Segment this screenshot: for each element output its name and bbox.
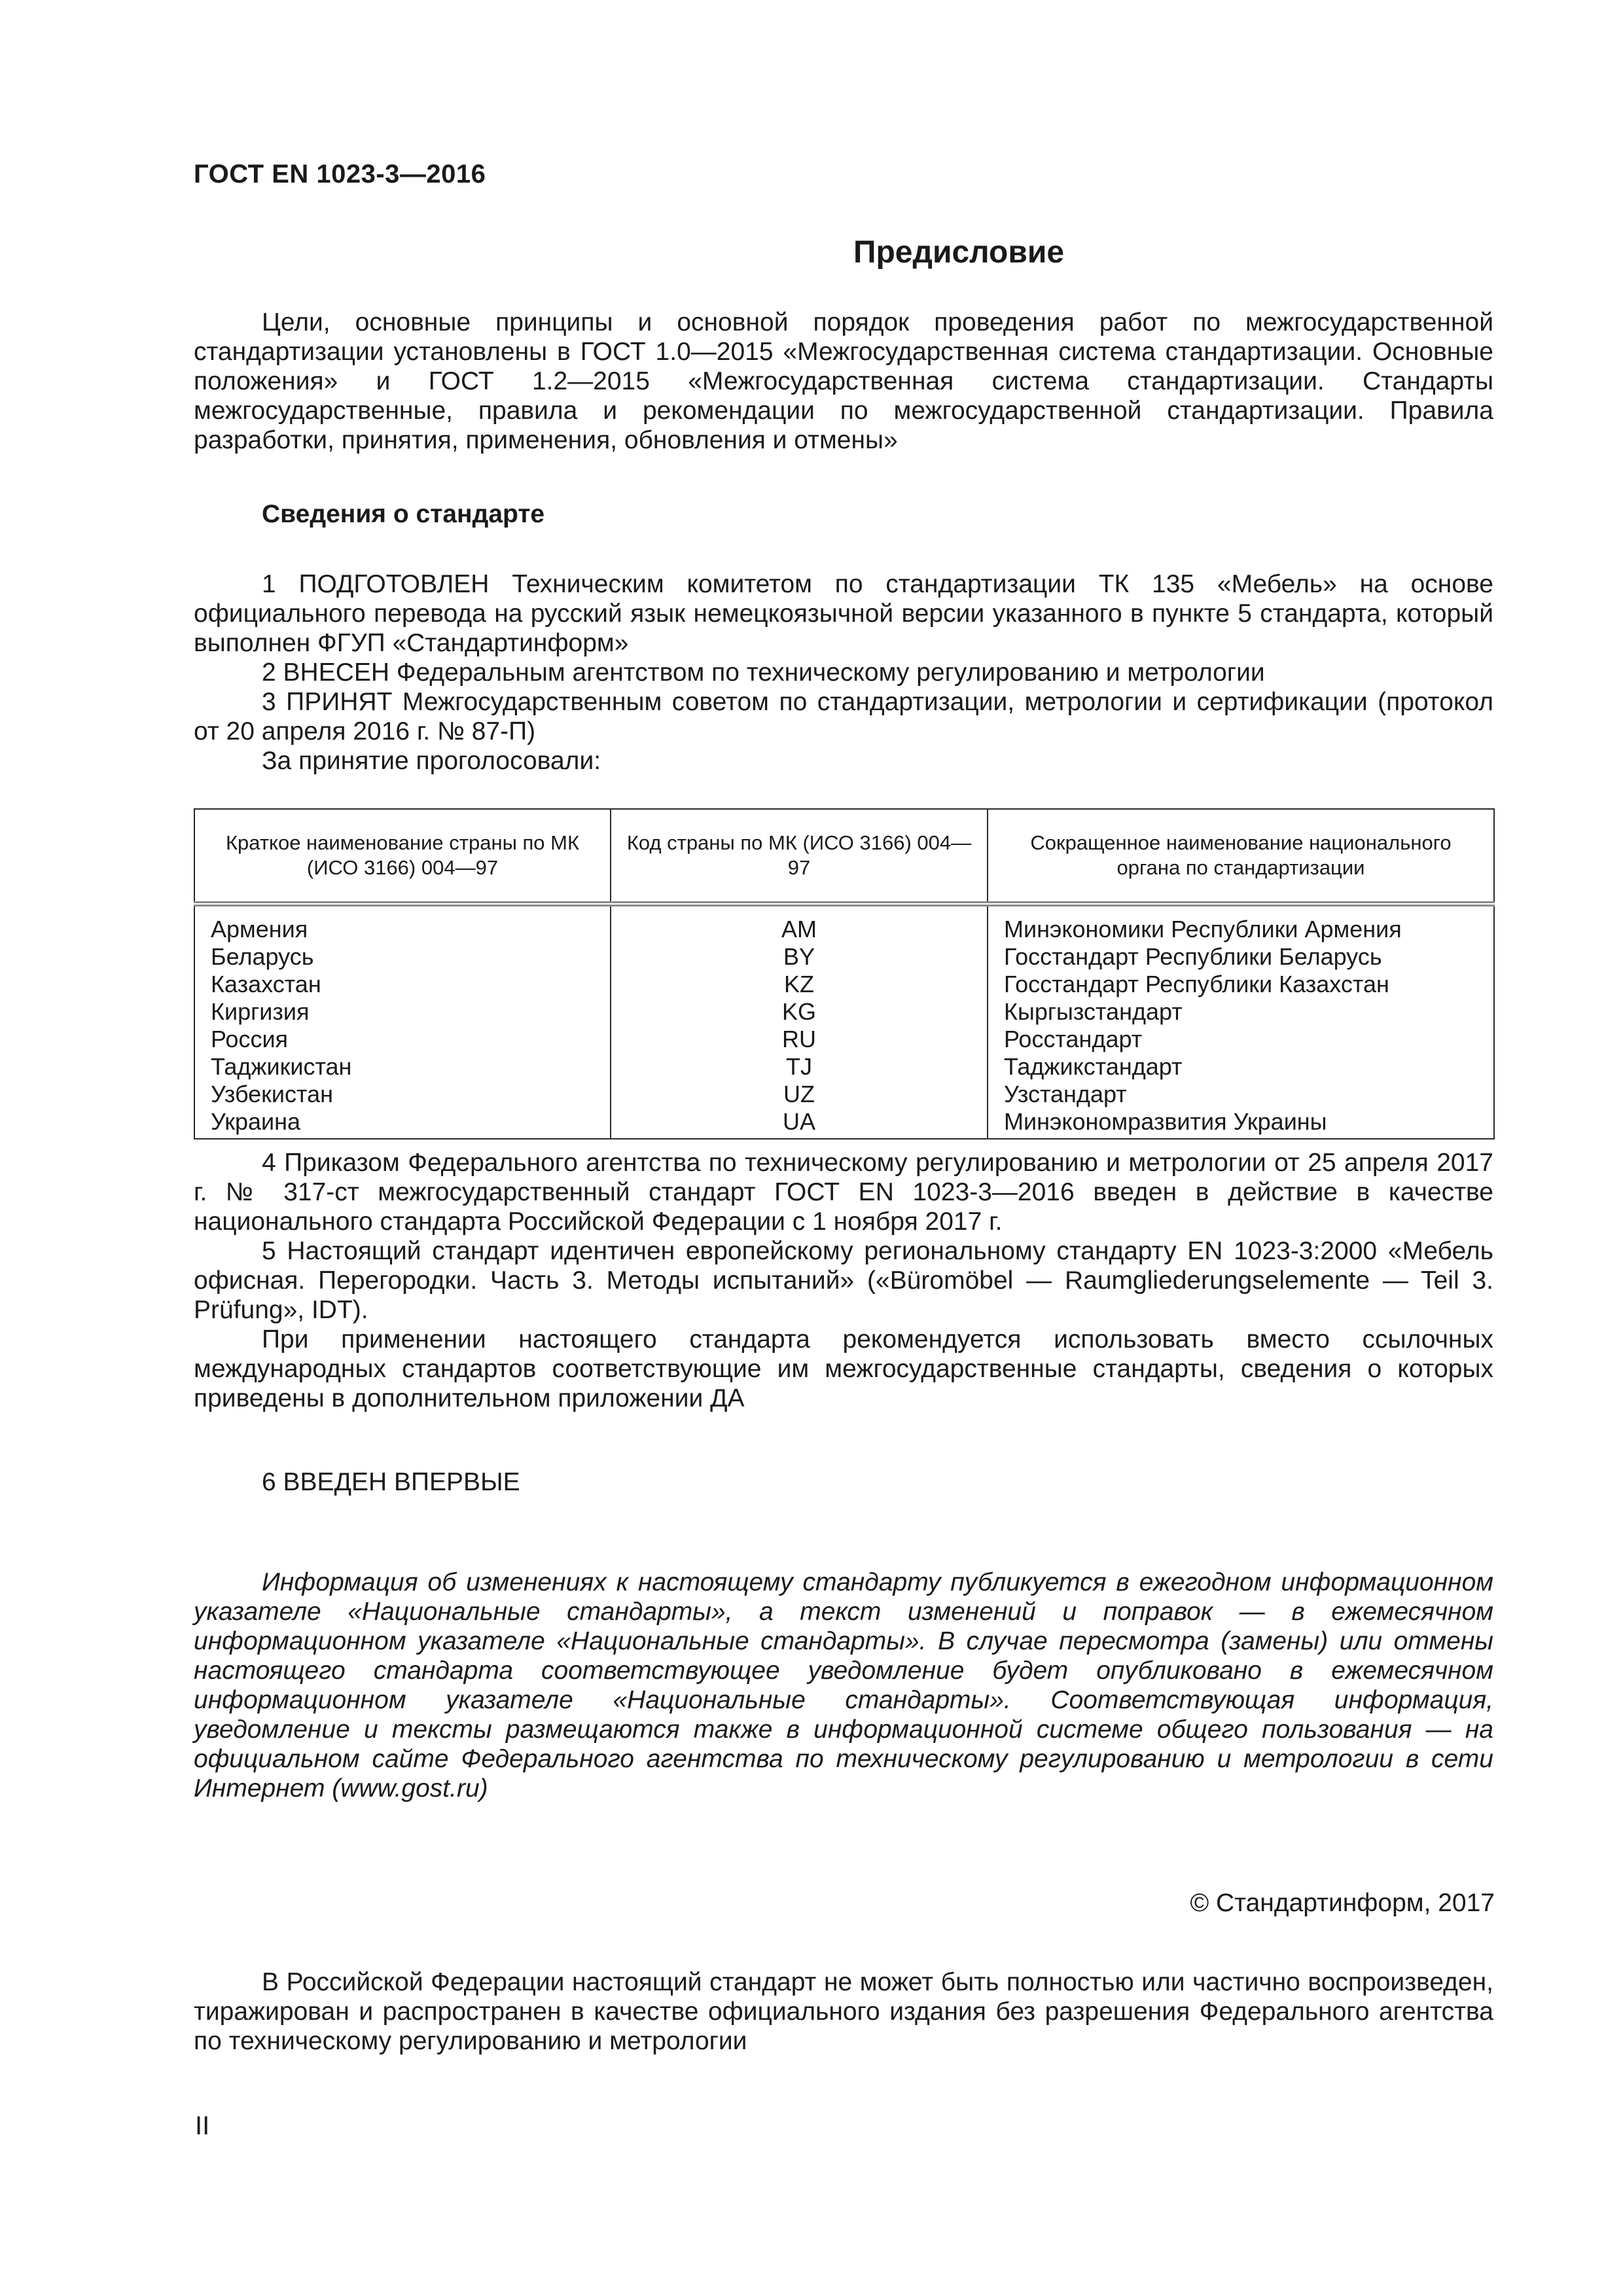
intro-paragraph-block xyxy=(194,308,1493,455)
table-row xyxy=(194,1053,1494,1081)
table-row xyxy=(194,1026,1494,1053)
item-5: 5 Настоящий стандарт идентичен европейскому региональному стандарту EN 1023-3:2000 «Мебель офисная. Перегородки. Часть 3. Методы испытаний» («Büromöbel — Raumgliederungselemente — Teil 3. Prüfung», IDT). xyxy=(194,1237,1493,1324)
table-row xyxy=(194,1081,1494,1108)
table-cell-country: Казахстан xyxy=(194,971,611,998)
standard-code: ГОСТ EN 1023-3—2016 xyxy=(194,160,486,188)
table-cell-country: Россия xyxy=(194,1026,611,1053)
table-header-code: Код страны по МК (ИСО 3166) 004—97 xyxy=(611,809,988,904)
table-header-country: Краткое наименование страны по МК (ИСО 3166) 004—97 xyxy=(194,809,611,904)
table-cell-body: Минэкономразвития Украины xyxy=(988,1108,1494,1139)
voted-label: За принятие проголосовали: xyxy=(262,747,601,775)
info-heading-block xyxy=(194,499,1493,529)
table-cell-body: Кыргызстандарт xyxy=(988,998,1494,1026)
item-6: 6 ВВЕДЕН ВПЕРВЫЕ xyxy=(262,1468,520,1496)
rights-block xyxy=(194,1967,1493,2056)
table-cell-body: Таджикстандарт xyxy=(988,1053,1494,1081)
table-cell-body: Госстандарт Республики Казахстан xyxy=(988,971,1494,998)
table-cell-code: KZ xyxy=(611,971,988,998)
table-cell-body: Узстандарт xyxy=(988,1081,1494,1108)
table-row xyxy=(194,904,1494,943)
table-header-row xyxy=(194,809,1494,904)
table-cell-body: Росстандарт xyxy=(988,1026,1494,1053)
table-cell-code: UA xyxy=(611,1108,988,1139)
table-cell-code: BY xyxy=(611,943,988,971)
voting-table xyxy=(194,808,1495,1139)
table-cell-country: Киргизия xyxy=(194,998,611,1026)
table-row xyxy=(194,998,1494,1026)
item-6-block xyxy=(194,1467,1493,1497)
table-row xyxy=(194,943,1494,971)
item-3: 3 ПРИНЯТ Межгосударственным советом по стандартизации, метрологии и сертификации (протокол от 20 апреля 2016 г. № 87-П) xyxy=(194,688,1493,745)
table-cell-code: RU xyxy=(611,1026,988,1053)
notice-block xyxy=(194,1568,1493,1803)
item-1: 1 ПОДГОТОВЛЕН Техническим комитетом по стандартизации ТК 135 «Мебель» на основе официального перевода на русский язык немецкоязычной версии указанного в пункте 5 стандарта, который выполнен ФГУП «Стандартинформ» xyxy=(194,570,1493,657)
notice-paragraph: Информация об изменениях к настоящему стандарту публикуется в ежегодном информационном указателе «Национальные стандарты», а текст изменений и поправок — в ежемесячном информационном указателе «Национальные стандарты». В случае пересмотра (замены) или отмены настоящего стандарта соответствующее уведомление будет опубликовано в ежемесячном информационном указателе «Национальные стандарты». Соответствующая информация, уведомление и тексты размещаются также в информационной системе общего пользования — на официальном сайте Федерального агентства по техническому регулированию и метрологии в сети Интернет (www.gost.ru) xyxy=(194,1568,1493,1803)
table-row xyxy=(194,971,1494,998)
table-cell-country: Украина xyxy=(194,1108,611,1139)
table-cell-body: Госстандарт Республики Беларусь xyxy=(988,943,1494,971)
item-2: 2 ВНЕСЕН Федеральным агентством по техническому регулированию и метрологии xyxy=(262,658,1265,687)
item-4: 4 Приказом Федерального агентства по техническому регулированию и метрологии от 25 апреля 2017 г. № 317-ст межгосударственный стандарт ГОСТ EN 1023-3—2016 введен в действие в качестве национального стандарта Российской Федерации с 1 ноября 2017 г. xyxy=(194,1149,1493,1236)
info-heading: Сведения о стандарте xyxy=(262,500,545,528)
page-number: II xyxy=(195,2111,210,2140)
table-cell-code: KG xyxy=(611,998,988,1026)
table-cell-body: Минэкономики Республики Армения xyxy=(988,904,1494,943)
table-header-body: Сокращенное наименование национального органа по стандартизации xyxy=(988,809,1494,904)
table-cell-country: Узбекистан xyxy=(194,1081,611,1108)
table-row xyxy=(194,1108,1494,1139)
page-title: Предисловие xyxy=(853,235,1065,270)
table-cell-country: Армения xyxy=(194,904,611,943)
item-5-note: При применении настоящего стандарта рекомендуется использовать вместо ссылочных международных стандартов соответствующие им межгосударственные стандарты, сведения о которых приведены в дополнительном приложении ДА xyxy=(194,1325,1493,1412)
table-cell-code: AM xyxy=(611,904,988,943)
items-4-5-block xyxy=(194,1148,1493,1413)
table-cell-code: UZ xyxy=(611,1081,988,1108)
copyright-line: © Стандартинформ, 2017 xyxy=(1190,1889,1495,1917)
table-cell-country: Беларусь xyxy=(194,943,611,971)
intro-paragraph: Цели, основные принципы и основной порядок проведения работ по межгосударственной стандартизации установлены в ГОСТ 1.0—2015 «Межгосударственная система стандартизации. Основные положения» и ГОСТ 1.2—2015 «Межгосударственная система стандартизации. Стандарты межгосударственные, правила и рекомендации по межгосударственной стандартизации. Правила разработки, принятия, применения, обновления и отмены» xyxy=(194,308,1493,454)
rights-paragraph: В Российской Федерации настоящий стандарт не может быть полностью или частично воспроизведен, тиражирован и распространен в качестве официального издания без разрешения Федерального агентства по техническому регулированию и метрологии xyxy=(194,1968,1493,2055)
items-1-3-block xyxy=(194,569,1493,776)
table-cell-country: Таджикистан xyxy=(194,1053,611,1081)
table-cell-code: TJ xyxy=(611,1053,988,1081)
